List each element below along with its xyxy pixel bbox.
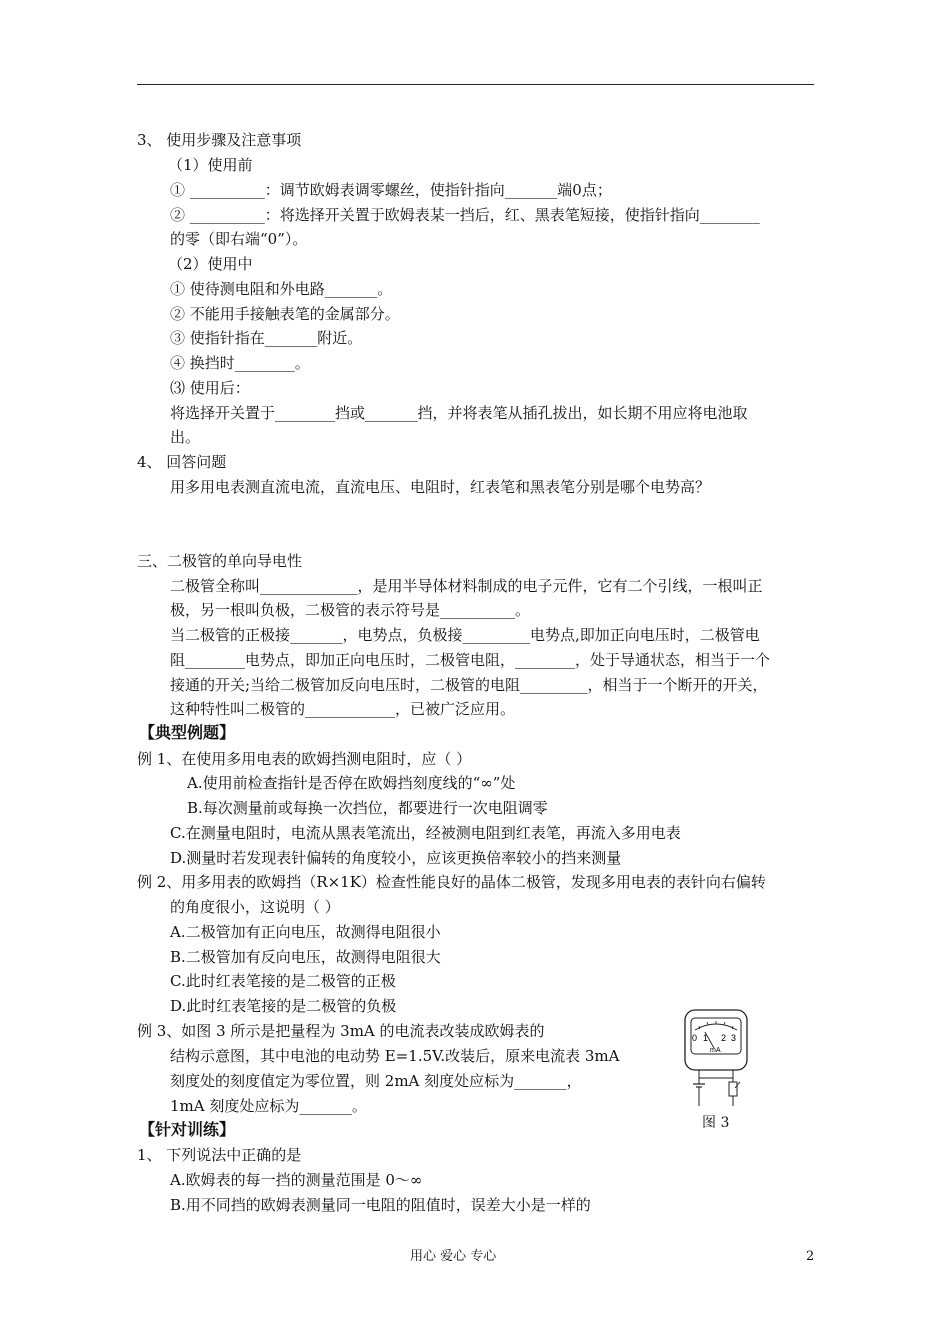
option-line: D.此时红表笔接的是二极管的负极	[170, 997, 397, 1015]
section-heading: 三、二极管的单向导电性	[137, 552, 303, 570]
option-line: B.二极管加有反向电压，故测得电阻很大	[170, 948, 441, 966]
text-line: ⑶ 使用后：	[170, 379, 250, 397]
option-line: D.测量时若发现表针偏转的角度较小，应该更换倍率较小的挡来测量	[170, 849, 622, 867]
text-line: ④ 换挡时________。	[170, 354, 310, 372]
text-line: 结构示意图，其中电池的电动势 E=1.5V.改装后，原来电流表 3mA	[170, 1047, 620, 1065]
text-line: 例 3、如图 3 所示是把量程为 3mA 的电流表改装成欧姆表的	[137, 1022, 545, 1040]
text-line: 这种特性叫二极管的____________，已被广泛应用。	[170, 700, 516, 718]
text-line: ① __________：调节欧姆表调零螺丝，使指针指向_______端0点；	[170, 181, 612, 199]
section-heading: 【典型例题】	[139, 723, 236, 742]
text-line: 用多用电表测直流电流，直流电压、电阻时，红表笔和黑表笔分别是哪个电势高？	[170, 478, 711, 496]
dial-label: 1	[703, 1033, 709, 1043]
text-line: 二极管全称叫_____________，是用半导体材料制成的电子元件，它有二个引线，一根叫正	[170, 577, 763, 595]
section-heading: 【针对训练】	[139, 1120, 236, 1139]
text-line: （2）使用中	[168, 255, 253, 273]
text-line: （1）使用前	[168, 156, 253, 174]
figure-caption: 图 3	[702, 1115, 730, 1131]
option-line: B.每次测量前或每换一次挡位，都要进行一次电阻调零	[187, 799, 548, 817]
option-line: A.二极管加有正向电压，故测得电阻很小	[170, 923, 441, 941]
unit-label: mA	[710, 1047, 721, 1054]
text-line: ③ 使指针指在_______附近。	[170, 329, 363, 347]
text-line: ① 使待测电阻和外电路_______。	[170, 280, 393, 298]
text-line: 1、 下列说法中正确的是	[137, 1146, 302, 1164]
dial-label: 3	[731, 1033, 737, 1043]
text-line: 3、 使用步骤及注意事项	[137, 131, 302, 149]
text-line: 接通的开关;当给二极管加反向电压时，二极管的电阻_________，相当于一个断开的开关，	[170, 676, 768, 694]
text-line: 4、 回答问题	[137, 453, 227, 471]
option-line: C.在测量电阻时，电流从黑表笔流出，经被测电阻到红表笔，再流入多用电表	[170, 824, 681, 842]
page-number: 2	[806, 1249, 815, 1264]
text-line: 出。	[170, 428, 201, 446]
dial-label: 2	[721, 1033, 727, 1043]
option-line: A.使用前检查指针是否停在欧姆挡刻度线的“∞”处	[187, 774, 516, 792]
text-line: 将选择开关置于________挡或_______挡，并将表笔从插孔拔出，如长期不用应将电池取	[170, 404, 748, 422]
text-line: 例 2、用多用表的欧姆挡（R×1K）检查性能良好的晶体二极管，发现多用电表的表针向右偏转	[137, 873, 766, 891]
text-line: 1mA 刻度处应标为_______。	[170, 1097, 367, 1115]
dial-label: 0	[692, 1033, 698, 1043]
option-line: A.欧姆表的每一挡的测量范围是 0～∞	[170, 1171, 423, 1189]
page-footer: 用心 爱心 专心	[410, 1249, 497, 1264]
text-line: ② 不能用手接触表笔的金属部分。	[170, 305, 400, 323]
text-line: 阻________电势点，即加正向电压时，二极管电阻，________，处于导通状态，相当于一个	[170, 651, 771, 669]
ohmmeter-diagram	[683, 1008, 749, 1118]
text-line: 例 1、在使用多用电表的欧姆挡测电阻时，应（ ）	[137, 750, 472, 768]
option-line: C.此时红表笔接的是二极管的正极	[170, 972, 396, 990]
text-line: 极，另一根叫负极，二极管的表示符号是__________。	[170, 601, 531, 619]
text-line: 当二极管的正极接_______，电势点，负极接_________电势点,即加正向电压时，二极管电	[170, 626, 760, 644]
text-line: 的角度很小，这说明（ ）	[170, 898, 340, 916]
text-line: 刻度处的刻度值定为零位置，则 2mA 刻度处应标为_______，	[170, 1072, 582, 1090]
header-rule	[137, 84, 814, 85]
text-line: ② __________：将选择开关置于欧姆表某一挡后，红、黑表笔短接，使指针指向________	[170, 206, 760, 224]
option-line: B.用不同挡的欧姆表测量同一电阻的阻值时，误差大小是一样的	[170, 1196, 591, 1214]
text-line: 的零（即右端“0”）。	[170, 230, 308, 248]
